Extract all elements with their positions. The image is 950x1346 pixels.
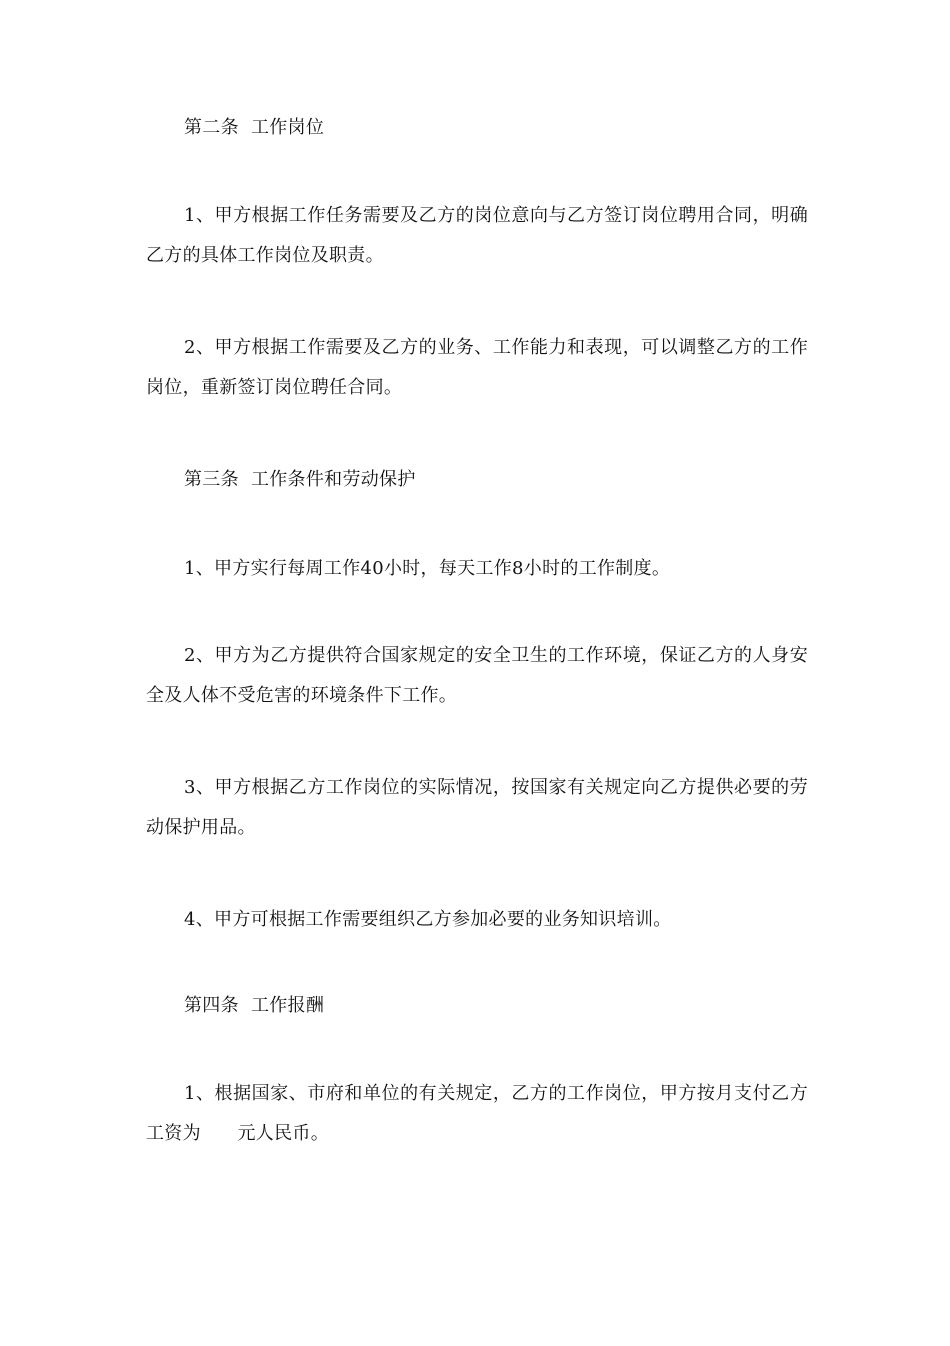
section-heading-2: 第二条 工作岗位 [184,117,325,138]
clause-3-1: 1、甲方实行每周工作40小时，每天工作8小时的工作制度。 [184,558,671,579]
section-heading-3: 第三条 工作条件和劳动保护 [184,469,416,490]
clause-4-1: 1、根据国家、市府和单位的有关规定，乙方的工作岗位，甲方按月支付乙方工资为 元人民币。 [146,1083,808,1144]
clause-2-1: 1、甲方根据工作任务需要及乙方的岗位意向与乙方签订岗位聘用合同，明确乙方的具体工作岗位及职责。 [146,205,808,266]
section-heading-4: 第四条 工作报酬 [184,995,325,1016]
clause-3-4: 4、甲方可根据工作需要组织乙方参加必要的业务知识培训。 [184,909,672,930]
clause-3-3: 3、甲方根据乙方工作岗位的实际情况，按国家有关规定向乙方提供必要的劳动保护用品。 [146,777,808,838]
clause-2-2: 2、甲方根据工作需要及乙方的业务、工作能力和表现，可以调整乙方的工作岗位，重新签订岗位聘任合同。 [146,337,808,398]
clause-3-2: 2、甲方为乙方提供符合国家规定的安全卫生的工作环境，保证乙方的人身安全及人体不受危害的环境条件下工作。 [146,645,808,706]
